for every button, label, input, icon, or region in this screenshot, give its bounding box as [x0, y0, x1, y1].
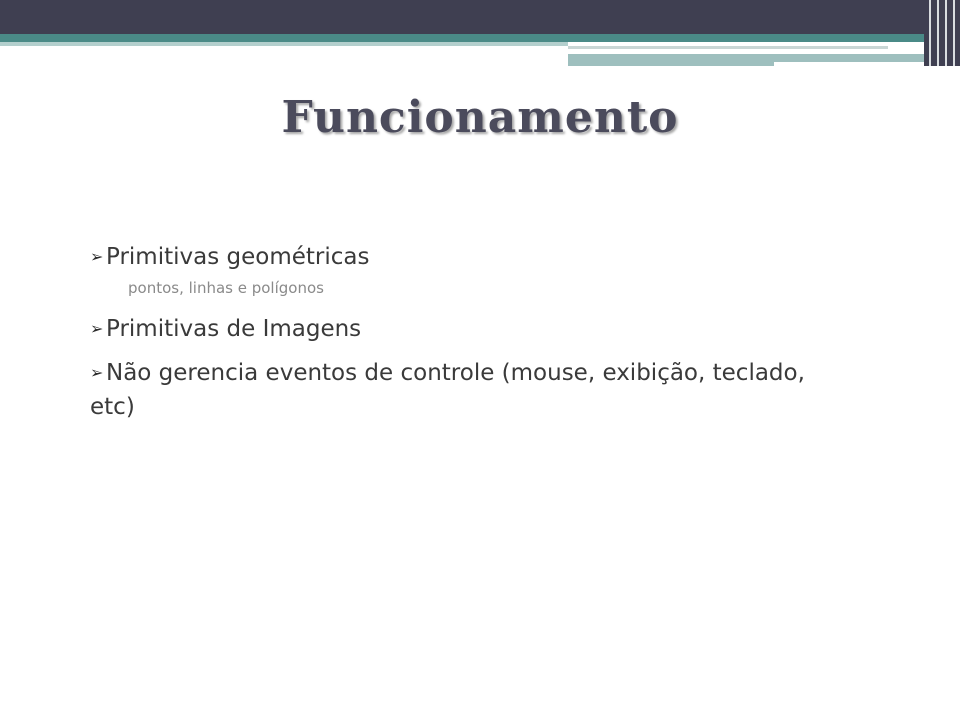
- bullet-text: Primitivas geométricas: [106, 244, 370, 270]
- arrow-bullet-icon: ➢: [90, 319, 104, 338]
- header-band-teal-light: [0, 42, 568, 46]
- arrow-bullet-icon: ➢: [90, 363, 104, 382]
- header-tab-line-grey: [568, 46, 888, 49]
- bullet-text: Primitivas de Imagens: [106, 316, 362, 342]
- slide-title: Funcionamento: [281, 92, 679, 143]
- bullet-item: [90, 240, 810, 274]
- arrow-bullet-icon: ➢: [90, 247, 104, 266]
- header-edge-lines: [924, 0, 960, 66]
- sub-bullet-text: pontos, linhas e polígonos: [128, 279, 324, 297]
- header-tab-line-white: [568, 50, 888, 53]
- header-band-dark: [0, 0, 960, 34]
- bullet-item: [90, 312, 810, 346]
- bullet-text: Não gerencia eventos de controle (mouse, exibição, teclado, etc): [90, 360, 805, 420]
- header-band-teal: [0, 34, 960, 42]
- bullet-item: [90, 356, 810, 424]
- bullet-list: [90, 240, 810, 434]
